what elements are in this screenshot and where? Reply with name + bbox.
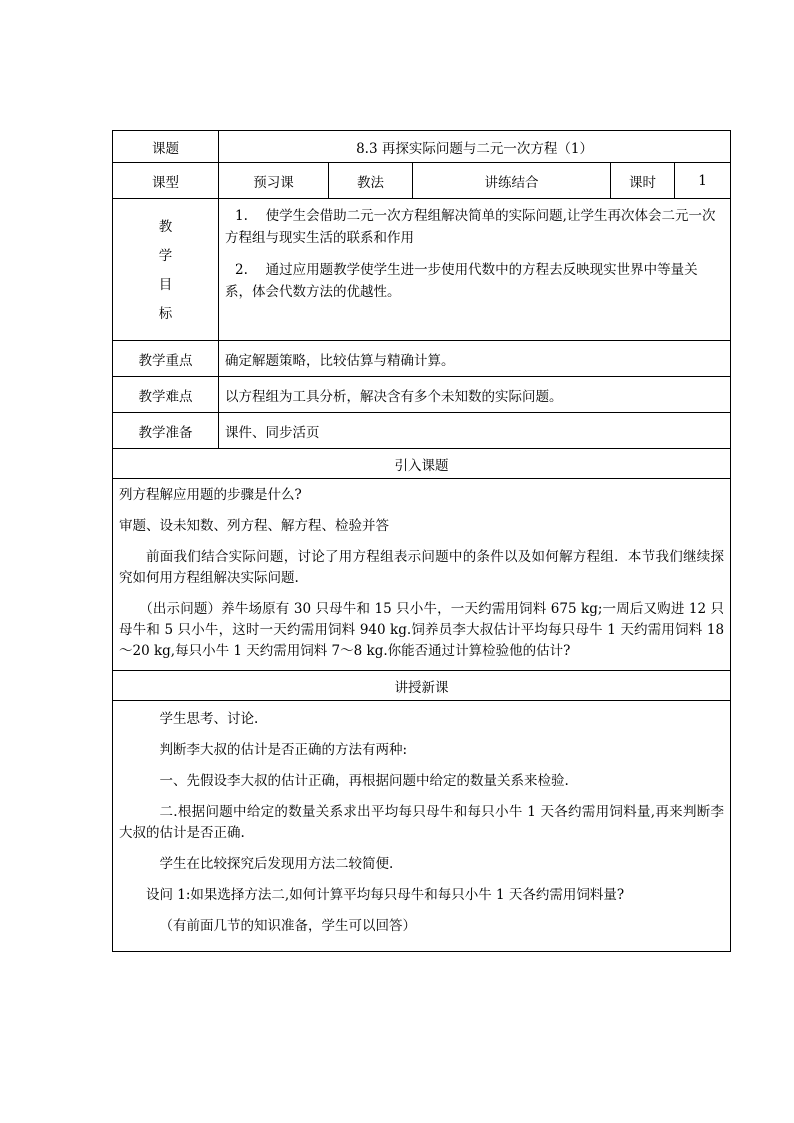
difficulties-label: 教学难点: [113, 377, 219, 413]
method-label: 教法: [329, 163, 413, 199]
objectives-label-char: 教: [158, 218, 173, 235]
lesson-paragraph: 学生在比较探究后发现用方法二较简便.: [159, 856, 394, 872]
type-value: 预习课: [219, 163, 329, 199]
intro-paragraph: 审题、设未知数、列方程、解方程、检验并答: [119, 518, 389, 534]
lesson-paragraph: （有前面几节的知识准备，学生可以回答）: [159, 918, 416, 934]
lesson-plan-table: [112, 130, 731, 952]
key-points-value: 确定解题策略，比较估算与精确计算。: [219, 341, 731, 377]
objectives-label-char: 目: [158, 276, 173, 293]
topic-row: [113, 131, 731, 163]
objective-item: 1. 使学生会借助二元一次方程组解决简单的实际问题,让学生再次体会二元一次方程组与现实生活的联系和作用: [225, 208, 716, 246]
period-label: 课时: [611, 163, 675, 199]
lesson-paragraph: 设问 1:如果选择方法二,如何计算平均每只母牛和每只小牛 1 天各约需用饲料量?: [146, 887, 625, 903]
intro-heading-row: [113, 449, 731, 479]
difficulties-value: 以方程组为工具分析，解决含有多个未知数的实际问题。: [219, 377, 731, 413]
lesson-paragraph: 一、先假设李大叔的估计正确，再根据问题中给定的数量关系来检验.: [159, 773, 569, 789]
objectives-row: [113, 199, 731, 341]
new-lesson-content: [113, 701, 731, 952]
intro-paragraph: （出示问题）养牛场原有 30 只母牛和 15 只小牛，一天约需用饲料 675 kg;一周后又购进 12 只母牛和 5 只小牛，这时一天约需用饲料 940 kg.饲养员李大叔估计平均每只母牛 1 天约需用饲料 18～20 kg,每只小牛 1 天约需用饲料 7～8 kg.你能否通过计算检验他的估计?: [119, 601, 725, 659]
preparation-label: 教学准备: [113, 413, 219, 449]
objectives-label-char: 学: [158, 247, 173, 264]
topic-value: 8.3 再探实际问题与二元一次方程（1）: [219, 131, 731, 163]
objective-item: 2. 通过应用题教学使学生进一步使用代数中的方程去反映现实世界中等量关系，体会代数方法的优越性。: [225, 262, 698, 300]
lesson-paragraph: 二.根据问题中给定的数量关系求出平均每只母牛和每只小牛 1 天各约需用饲料量,再来判断李大叔的估计是否正确.: [119, 804, 725, 841]
new-lesson-heading-row: [113, 671, 731, 701]
intro-content-row: [113, 479, 731, 671]
objectives-content: [219, 199, 731, 341]
preparation-value: 课件、同步活页: [219, 413, 731, 449]
preparation-row: [113, 413, 731, 449]
intro-paragraph: 列方程解应用题的步骤是什么?: [119, 487, 302, 503]
intro-paragraph: 前面我们结合实际问题，讨论了用方程组表示问题中的条件以及如何解方程组．本节我们继续探究如何用方程组解决实际问题.: [119, 549, 725, 586]
method-value: 讲练结合: [413, 163, 611, 199]
type-row: [113, 163, 731, 199]
objectives-label-char: 标: [158, 305, 173, 322]
type-label: 课型: [113, 163, 219, 199]
objectives-label: [113, 199, 219, 341]
new-lesson-content-row: [113, 701, 731, 952]
new-lesson-heading: 讲授新课: [113, 671, 731, 701]
period-value: 1: [675, 163, 731, 199]
difficulties-row: [113, 377, 731, 413]
lesson-paragraph: 学生思考、讨论.: [159, 711, 259, 727]
intro-content: [113, 479, 731, 671]
topic-label: 课题: [113, 131, 219, 163]
key-points-label: 教学重点: [113, 341, 219, 377]
intro-heading: 引入课题: [113, 449, 731, 479]
key-points-row: [113, 341, 731, 377]
lesson-paragraph: 判断李大叔的估计是否正确的方法有两种:: [159, 742, 408, 758]
